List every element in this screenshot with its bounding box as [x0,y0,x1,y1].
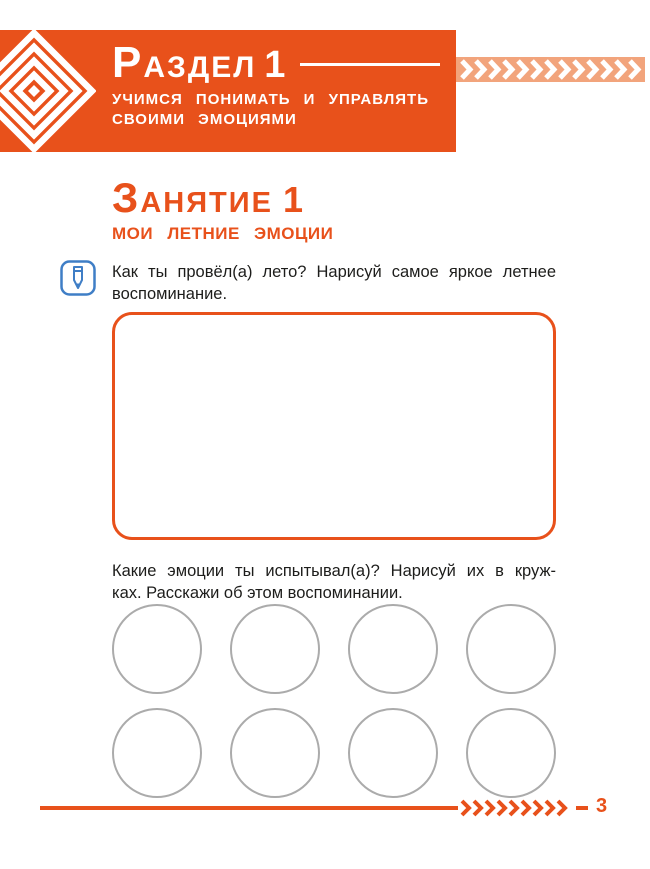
task-draw-memory-text [112,262,556,305]
emotion-circle [348,708,438,798]
emotion-circle [230,604,320,694]
lesson-subtitle: МОИ ЛЕТНИЕ ЭМОЦИИ [112,224,334,243]
section-number: 1 [264,44,288,86]
lesson-number: 1 [282,179,305,220]
emotion-circle [230,708,320,798]
emotion-circles-grid [112,604,556,798]
emotion-circle [466,604,556,694]
task-line: Как ты провёл(а) лето? Нарисуй самое яркое летнее [112,263,556,281]
emotion-circle [466,708,556,798]
lesson-title [112,176,305,225]
section-title-text: РАЗДЕЛ [112,38,257,87]
emotion-circle [348,604,438,694]
lesson-title-text: ЗАНЯТИЕ [112,174,273,221]
emotion-circle [112,604,202,694]
section-header [0,30,456,152]
section-title [112,40,287,91]
pencil-icon [60,260,96,296]
task-line: Какие эмоции ты испытывал(а)? Нарисуй их в круж- [112,562,556,580]
footer-chevron-decoration [458,798,576,818]
title-underline [300,63,440,66]
emotion-circle [112,708,202,798]
chevron-strip-decoration [456,57,645,82]
task-line: воспоминание. [112,284,228,303]
section-subtitle [112,90,429,130]
diamond-logo-icon [0,30,96,152]
section-subtitle-line1: УЧИМСЯ ПОНИМАТЬ И УПРАВЛЯТЬ [112,91,429,108]
task-draw-emotions-text [112,561,556,604]
drawing-area [112,312,556,540]
page-number: 3 [596,795,608,817]
task-marker [60,260,96,301]
task-line: ках. Расскажи об этом воспоминании. [112,583,403,602]
section-subtitle-line2: СВОИМИ ЭМОЦИЯМИ [112,111,297,128]
